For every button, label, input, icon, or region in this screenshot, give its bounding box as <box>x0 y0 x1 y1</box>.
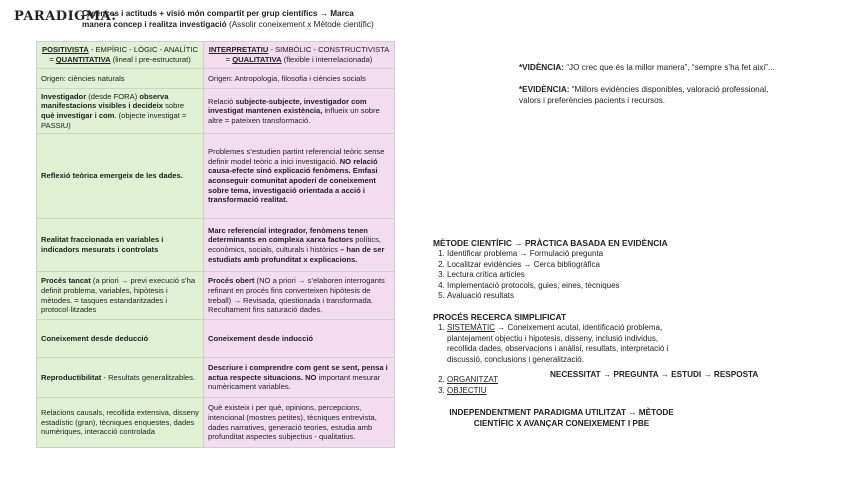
deduccio-left: Coneixement desde deducció <box>37 320 204 358</box>
realitat-left: Realitat fraccionada en variables i indicadors mesurats i controlats <box>37 219 204 272</box>
paradigm-comparison-table <box>36 41 395 448</box>
list-item: 2. Localitzar evidències → Cerca bibliogràfica <box>447 260 733 271</box>
tecniques-left: Relacions causals, recollida extensiva, disseny estadístic (gran), tècniques enquestes, dades numèriques, interacció controlada <box>37 398 204 448</box>
investigador-left: Investigador (desde FORA) observa manifestacions visibles i decideix sobre què investigar i com. (objecte investigat = PASSIU) <box>37 89 204 134</box>
tecniques-right: Què existeix i per què, opinions, percepcions, intencional (mostres petites), tècniques entrevista, dades narratives, generació teories, estudia amb profunditat aspectes subjectius - qualitatius. <box>204 398 395 448</box>
table-row-tecniques <box>37 398 395 448</box>
table-row-reproductibilitat <box>37 358 395 398</box>
proces-title: PROCÉS RECERCA SIMPLIFICAT <box>433 312 567 322</box>
header-interpretatiu: INTERPRETATIU - SIMBÒLIC - CONSTRUCTIVISTA = QUALITATIVA (flexible i interrelacionada) <box>204 42 395 69</box>
table-row-realitat <box>37 219 395 272</box>
table-row-investigador <box>37 89 395 134</box>
reflexio-right: Problemes s’estudien partint referencial teòric sense definir model teòric a inici investigació. NO relació causa-efecte sinó explicació fenòmens. Emfasi aconseguir comunitat apoderi de coneixement sobre tema, investigació orientada a acció i transformació realitat. <box>204 134 395 219</box>
proces-list <box>433 323 678 365</box>
list-item: 2. ORGANITZAT <box>447 375 567 386</box>
reproductibilitat-right: Descriure i comprendre com gent se sent, pensa i actua respecte situacions. NO important mesurar numèricament variables. <box>204 358 395 398</box>
list-item: 5. Avaluació resultats <box>447 291 733 302</box>
proces-recerca-section <box>433 312 678 365</box>
realitat-right: Marc referencial integrador, fenòmens tenen determinants en complexa xarxa factors polítics, econòmics, socials, culturals i històrics – han de ser estudiats amb profunditat x explicacions. <box>204 219 395 272</box>
induccio-right: Coneixement desde inducció <box>204 320 395 358</box>
videncia-note: *VIDÈNCIA: “JO crec que és la millor manera”, “sempre s’ha fet aixi”... <box>519 63 775 72</box>
proces-list-continued <box>433 375 567 396</box>
investigador-right: Relació subjecte-subjecte, investigador com investigat mantenen existència, influeix un sobre altre = pateixen transformació. <box>204 89 395 134</box>
table-row-reflexio <box>37 134 395 219</box>
table-row-header <box>37 42 395 69</box>
independentment-note: INDEPENDENTMENT PARADIGMA UTILITZAT → MÈTODE CIENTÍFIC X AVANÇAR CONEIXEMENT I PBE <box>449 408 674 428</box>
reproductibilitat-left: Reproductibilitat - Resultats generalitzables. <box>37 358 204 398</box>
table-row-proces <box>37 272 395 320</box>
list-item: 3. Lectura crítica articles <box>447 270 733 281</box>
origin-right: Origen: Antropologia, filosofia i ciències socials <box>204 69 395 89</box>
paradigm-definition-bold: Creences i actituds + visió món compartit per grup científics → Marca manera concep i realitza investigació <box>82 9 354 29</box>
list-item: 1. SISTEMÀTIC → Coneixement acutal, identificació problema, plantejament objectiu i hipotesis, disseny, inclusió individus, recollida dades, observacions i anàlisi, resultats, interpretació i discussió, conclusions i generalització. <box>447 323 678 365</box>
paradigm-definition-rest: (Assolir coneixement x Mètode científic) <box>226 20 374 29</box>
list-item: 3. OBJECTIU <box>447 386 567 397</box>
header-positivista: POSITIVISTA - EMPÍRIC - LÒGIC - ANALÍTIC = QUANTITATIVA (lineal i pre-estructurat) <box>37 42 204 69</box>
metode-list <box>433 249 733 302</box>
necessitat-flow: NECESSITAT → PREGUNTA → ESTUDI → RESPOSTA <box>550 370 759 379</box>
list-item: 1. Identificar problema → Formulació pregunta <box>447 249 733 260</box>
evidencia-note: *EVIDÈNCIA: “Millors evidències disponibles, valoració professional, valors i preferències pacients i recursos. <box>519 85 769 105</box>
table-row-origin <box>37 69 395 89</box>
proces-left: Procés tancat (a priori → previ execució s’ha definit problema, variables, hipòtesis i mètodes. = tasques estandaritzades i protocol·litzades <box>37 272 204 320</box>
paradigm-definition <box>82 8 382 30</box>
metode-cientific-section <box>433 238 733 302</box>
page-title: PARADIGMA: <box>14 9 117 24</box>
metode-title: MÈTODE CIENTÍFIC → PRÀCTICA BASADA EN EVIDÈNCIA <box>433 238 668 248</box>
proces-right: Procés obert (NO a priori → s’elaboren interrogants refinant en procés fins converteixen hipòtesis de treball) → Revisada, qüestionada i transformada. Recultament fins saturació dades. <box>204 272 395 320</box>
origin-left: Origen: ciències naturals <box>37 69 204 89</box>
list-item: 4. Implementació protocols, guies, eines, tècniques <box>447 281 733 292</box>
table-row-coneixement <box>37 320 395 358</box>
reflexio-left: Reflexió teòrica emergeix de les dades. <box>37 134 204 219</box>
